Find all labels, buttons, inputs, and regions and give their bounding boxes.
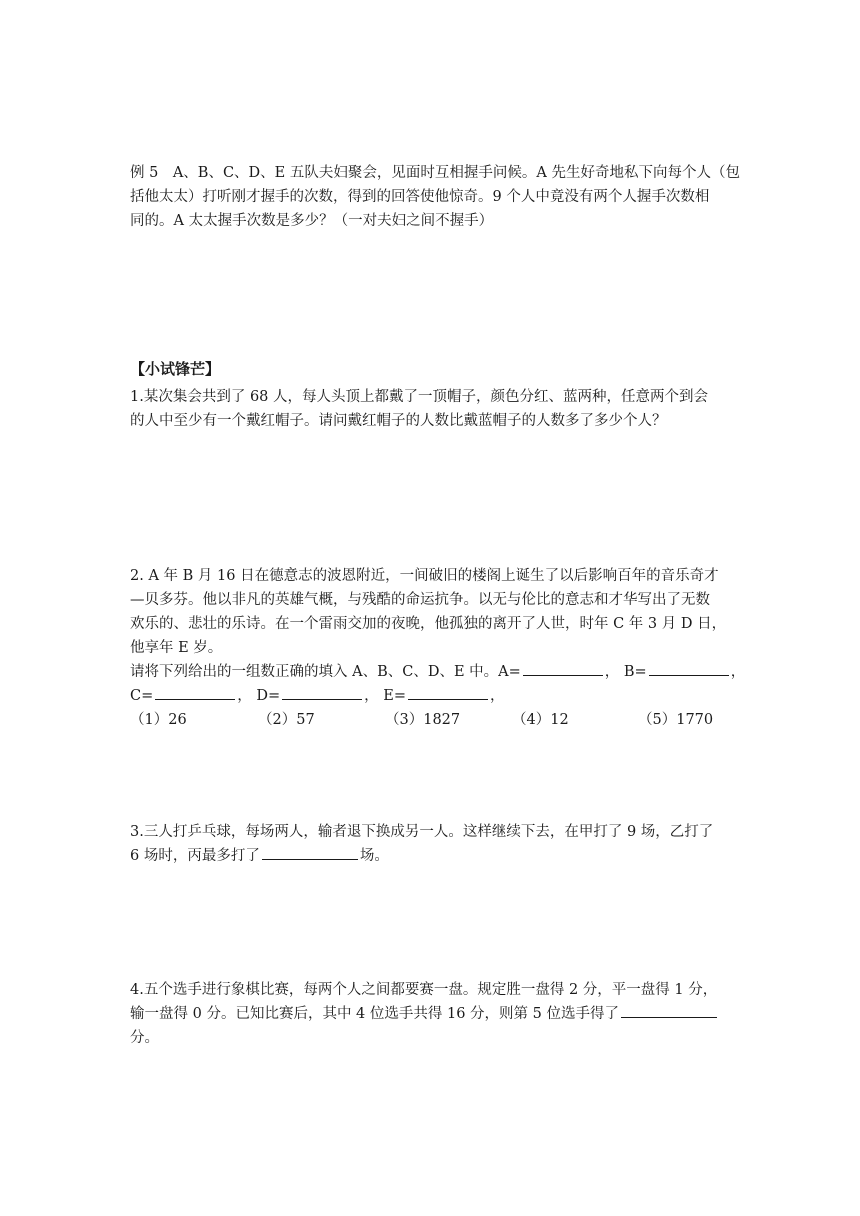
option-3: （3）1827 — [385, 712, 461, 728]
question-2-line-6 — [130, 684, 740, 708]
option-4: （4）12 — [512, 712, 569, 728]
comma: ， — [730, 664, 746, 680]
question-4-text: 输一盘得 0 分。已知比赛后，其中 4 位选手共得 16 分，则第 5 位选手得了 — [130, 1006, 619, 1022]
answer-blank-a[interactable] — [523, 661, 603, 676]
question-4-line-1: 4.五个选手进行象棋比赛，每两个人之间都要赛一盘。规定胜一盘得 2 分，平一盘得 1 分， — [130, 982, 718, 998]
answer-blank-c[interactable] — [155, 685, 235, 700]
question-2-line-2: —贝多芬。他以非凡的英雄气概，与残酷的命运抗争。以无与伦比的意志和才华写出了无数 — [130, 592, 710, 608]
comma: ， — [489, 688, 505, 704]
question-2-line-3: 欢乐的、悲壮的乐诗。在一个雷雨交加的夜晚，他孤独的离开了人世，时年 C 年 3 月 D 日， — [130, 616, 727, 632]
question-3-line-1: 3.三人打乒乓球，每场两人，输者退下换成另一人。这样继续下去，在甲打了 9 场，乙打了 — [130, 824, 714, 840]
option-1: （1）26 — [130, 712, 187, 728]
answer-blank[interactable] — [262, 845, 358, 860]
question-1 — [130, 385, 740, 433]
question-2-line-1: 2. A 年 B 月 16 日在德意志的波恩附近，一间破旧的楼阁上诞生了以后影响百年的音乐奇才 — [130, 568, 719, 584]
question-3-unit: 场。 — [359, 848, 389, 864]
question-2 — [130, 564, 746, 732]
option-2: （2）57 — [258, 712, 315, 728]
option-5: （5）1770 — [638, 712, 714, 728]
example-5-line-2: 括他太太）打听刚才握手的次数，得到的回答使他惊奇。9 个人中竟没有两个人握手次数相 — [130, 189, 710, 205]
answer-blank-b[interactable] — [649, 661, 729, 676]
question-3-line-2 — [130, 844, 740, 868]
label-d: ， D= — [237, 688, 281, 704]
question-1-line-1: 1.某次集会共到了 68 人，每人头顶上都戴了一顶帽子，颜色分红、蓝两种，任意两个到会 — [130, 389, 708, 405]
question-2-line-5 — [130, 660, 746, 684]
example-5-line-1: 例 5 A、B、C、D、E 五队夫妇聚会，见面时互相握手问候。A 先生好奇地私下向每个人（包 — [130, 165, 740, 181]
label-b: ， B= — [604, 664, 647, 680]
question-3 — [130, 820, 740, 868]
question-2-options — [130, 708, 740, 732]
question-1-line-2: 的人中至少有一个戴红帽子。请问戴红帽子的人数比戴蓝帽子的人数多了多少个人？ — [130, 413, 667, 429]
answer-blank-e[interactable] — [408, 685, 488, 700]
question-4-line-2 — [130, 1002, 740, 1026]
section-heading: 【小试锋芒】 — [130, 360, 221, 378]
answer-blank[interactable] — [621, 1003, 717, 1018]
answer-blank-d[interactable] — [282, 685, 362, 700]
question-4 — [130, 978, 740, 1050]
question-2-line-4: 他享年 E 岁。 — [130, 640, 223, 656]
label-e: ， E= — [364, 688, 406, 704]
question-3-text: 6 场时，丙最多打了 — [130, 848, 260, 864]
question-2-instruction: 请将下列给出的一组数正确的填入 A、B、C、D、E 中。A= — [130, 664, 521, 680]
example-5 — [130, 161, 740, 233]
label-c: C= — [130, 688, 154, 704]
example-5-line-3: 同的。A 太太握手次数是多少？（一对夫妇之间不握手） — [130, 213, 494, 229]
question-4-line-3: 分。 — [130, 1030, 159, 1046]
